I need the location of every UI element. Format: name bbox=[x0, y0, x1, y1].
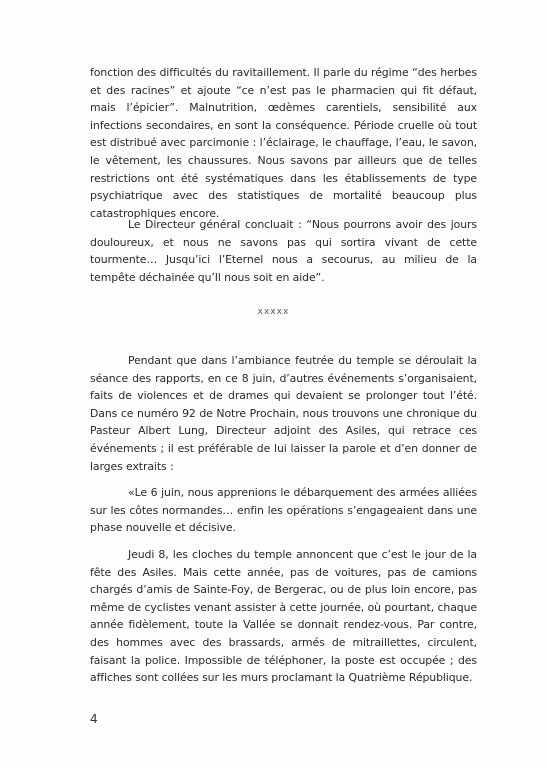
paragraph-fete-des-asiles: Jeudi 8, les cloches du temple annoncent que c’est le jour de la fête des Asiles. Mais cette année, pas de voitures, pas de camions chargés d’amis de Sainte-Foy, de Bergerac, ou de plus loin encore, pas même de cyclistes venant assister à cette journée, où pourtant, chaque année fidèlement, toute la Vallée se donnait rendez-vous. Par contre, des hommes avec des brassards, armés de mitraillettes, circulent, faisant la police. Impossible de téléphoner, la poste est occupée ; des affiches sont collées sur les murs proclamant la Quatrième République. bbox=[90, 548, 477, 685]
page-number: 4 bbox=[90, 712, 98, 726]
section-separator: xxxxx bbox=[257, 307, 290, 317]
paragraph-evenements-8-juin: Pendant que dans l’ambiance feutrée du temple se déroulait la séance des rapports, en ce 8 juin, d’autres événements s’organisaient, faits de violences et de drames qui devaient se prolonger tout l’été. Dans ce numéro 92 de Notre Prochain, nous trouvons une chronique du Pasteur Albert Lung, Directeur adjoint des Asiles, qui retrace ces événements ; il est préférable de lui laisser la parole et d’en donner de larges extraits : bbox=[90, 354, 477, 473]
paragraph-debarquement: «Le 6 juin, nous apprenions le débarquement des armées alliées sur les côtes normandes… enfin les opérations s’engageaient dans une phase nouvelle et décisive. bbox=[90, 486, 477, 535]
paragraph-directeur-conclusion: Le Directeur général concluait : “Nous pourrons avoir des jours douloureux, et nous ne savons pas qui sortira vivant de cette tourmente… Jusqu’ici l’Eternel nous a secourus, au milieu de la tempête déchainée qu’Il nous soit en aide”. bbox=[90, 218, 477, 284]
paragraph-ravitaillement: fonction des difficultés du ravitaillement. Il parle du régime “des herbes et des racines” et ajoute “ce n’est pas le pharmacien qui fit défaut, mais l’épicier”. Malnutrition, œdèmes carentiels, sensibilité aux infections secondaires, en sont la conséquence. Période cruelle où tout est distribué avec parcimonie : l’éclairage, le chauffage, l’eau, le savon, le vêtement, les chaussures. Nous savons par ailleurs que de telles restrictions ont été systématiques dans les établissements de type psychiatrique avec des statistiques de mortalité beaucoup plus catastrophiques encore. bbox=[90, 66, 477, 220]
